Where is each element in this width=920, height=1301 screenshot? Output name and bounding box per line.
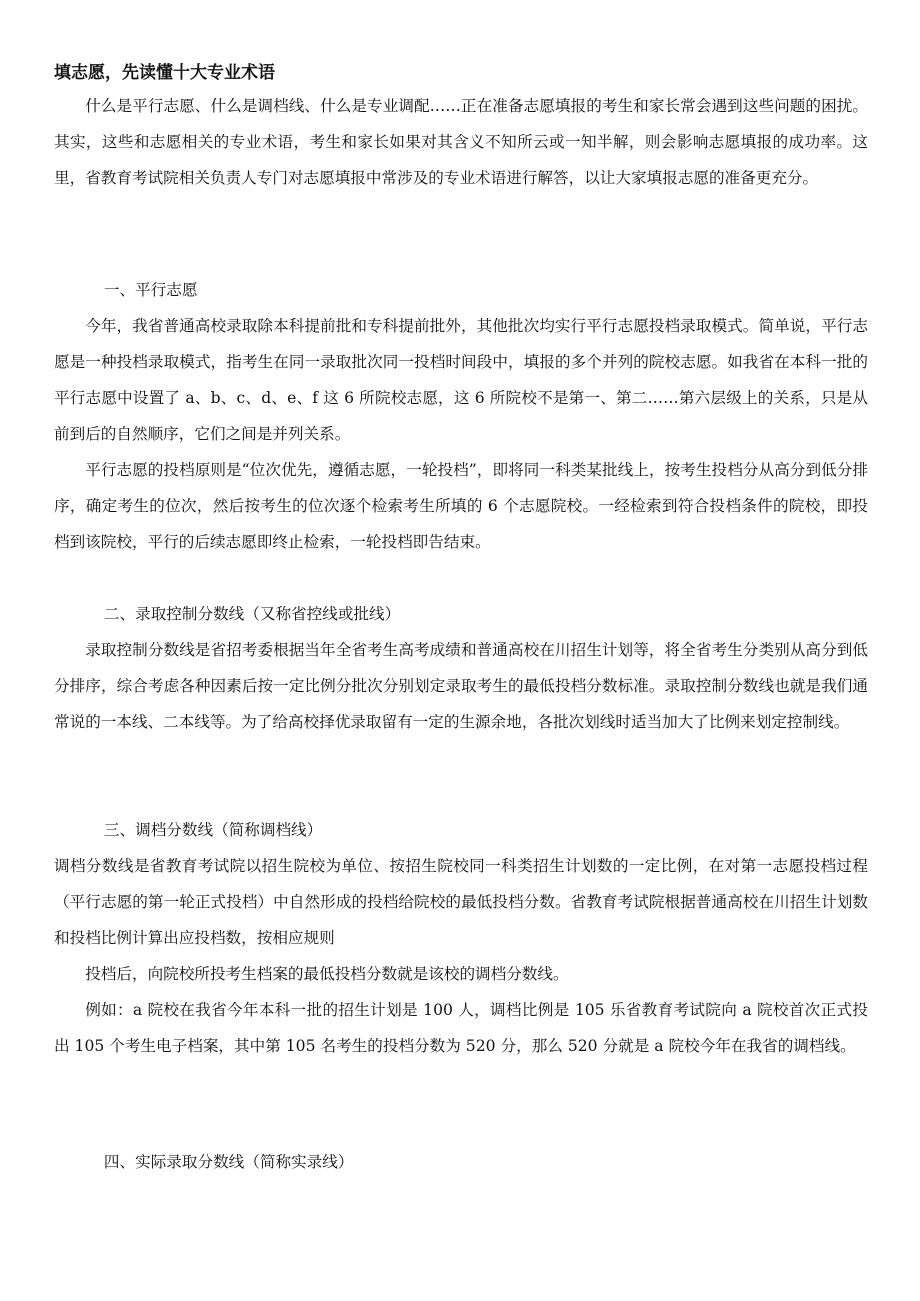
section-paragraph: 平行志愿的投档原则是“位次优先，遵循志愿，一轮投档”，即将同一科类某批线上，按考生投档分从高分到低分排序，确定考生的位次，然后按考生的位次逐个检索考生所填的 6 个志愿院校。一经检索到符合投档条件的院校，即投档到该院校，平行的后续志愿即终止检索，一轮投档即告结束。	[54, 461, 868, 551]
section-heading-control-line: 二、录取控制分数线（又称省控线或批线）	[103, 605, 401, 623]
section-heading-filing-line: 三、调档分数线（简称调档线）	[103, 821, 323, 839]
section-paragraph: 调档分数线是省教育考试院以招生院校为单位、按招生院校同一科类招生计划数的一定比例，在对第一志愿投档过程（平行志愿的第一轮正式投档）中自然形成的投档给院校的最低投档分数。省教育考试院根据普通高校在川招生计划数和投档比例计算出应投档数，按相应规则	[54, 857, 868, 947]
section-paragraph: 投档后，向院校所投考生档案的最低投档分数就是该校的调档分数线。	[85, 965, 569, 983]
section-paragraph: 录取控制分数线是省招考委根据当年全省考生高考成绩和普通高校在川招生计划等，将全省考生分类别从高分到低分排序，综合考虑各种因素后按一定比例分批次分别划定录取考生的最低投档分数标准。录取控制分数线也就是我们通常说的一本线、二本线等。为了给高校择优录取留有一定的生源余地，各批次划线时适当加大了比例来划定控制线。	[54, 641, 868, 731]
section-paragraph: 例如：a 院校在我省今年本科一批的招生计划是 100 人，调档比例是 105 乐省教育考试院向 a 院校首次正式投出 105 个考生电子档案，其中第 105 名考生的投档分数为 520 分，那么 520 分就是 a 院校今年在我省的调档线。	[54, 1001, 868, 1055]
section-paragraph: 今年，我省普通高校录取除本科提前批和专科提前批外，其他批次均实行平行志愿投档录取模式。简单说，平行志愿是一种投档录取模式，指考生在同一录取批次同一投档时间段中，填报的多个并列的院校志愿。如我省在本科一批的平行志愿中设置了 a、b、c、d、e、f 这 6 所院校志愿，这 6 所院校不是第一、第二……第六层级上的关系，只是从前到后的自然顺序，它们之间是并列关系。	[54, 317, 868, 443]
section-heading-parallel-volunteer: 一、平行志愿	[103, 281, 198, 299]
document-title: 填志愿，先读懂十大专业术语	[54, 63, 275, 83]
intro-paragraph: 什么是平行志愿、什么是调档线、什么是专业调配……正在准备志愿填报的考生和家长常会遇到这些问题的困扰。其实，这些和志愿相关的专业术语，考生和家长如果对其含义不知所云或一知半解，则会影响志愿填报的成功率。这里，省教育考试院相关负责人专门对志愿填报中常涉及的专业术语进行解答，以让大家填报志愿的准备更充分。	[54, 97, 868, 187]
section-heading-actual-line: 四、实际录取分数线（简称实录线）	[103, 1153, 354, 1171]
